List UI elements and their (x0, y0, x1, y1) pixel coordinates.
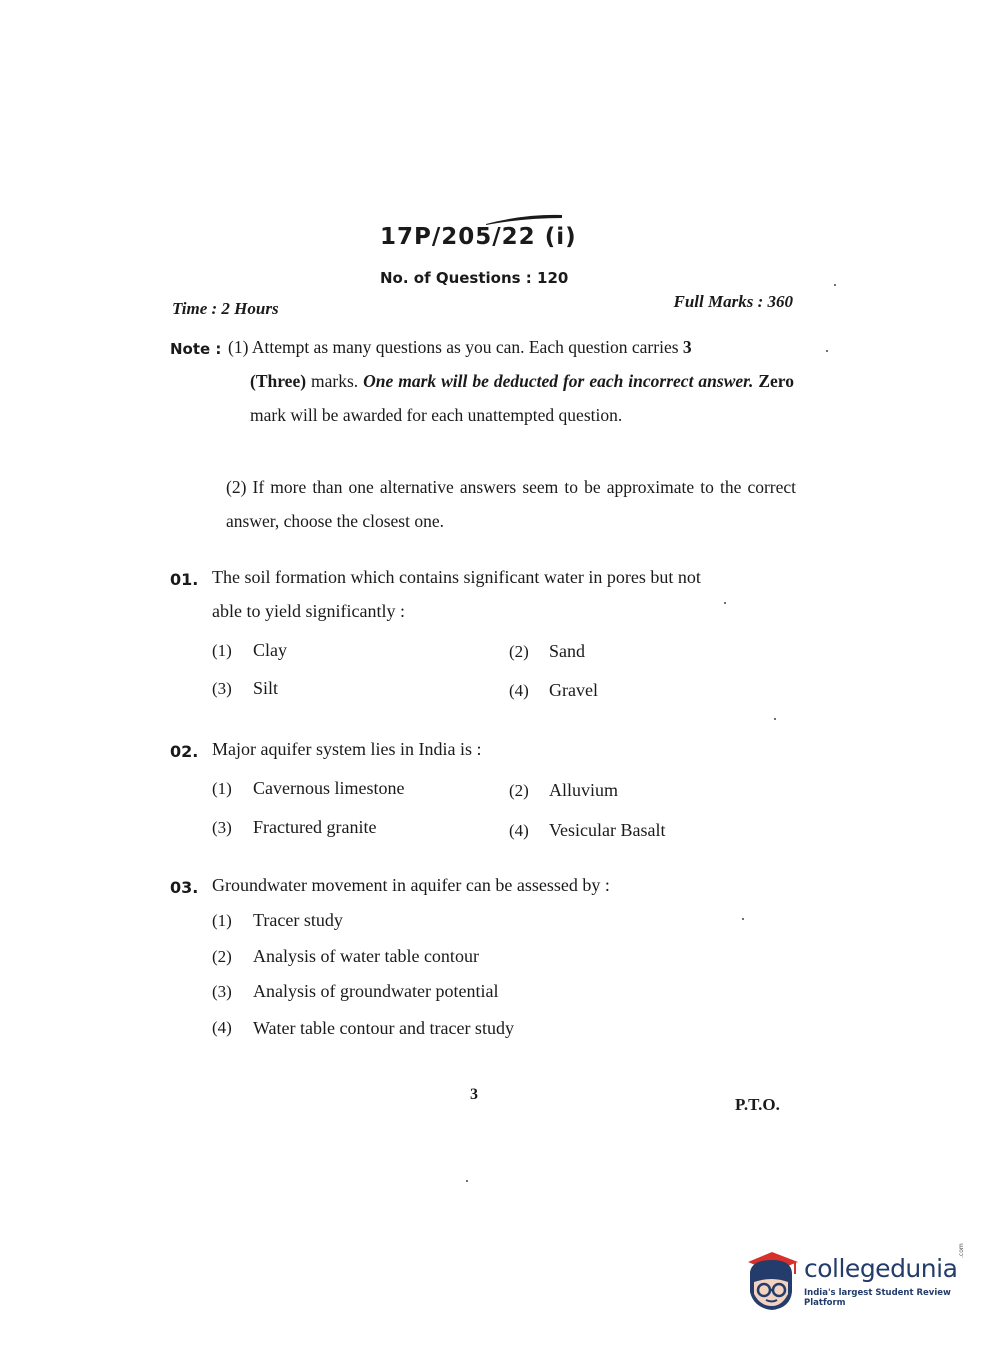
scan-speck (774, 718, 776, 720)
question-3-option-1-num: (1) (212, 911, 232, 930)
collegedunia-watermark (742, 1243, 972, 1318)
note-item-2-text: If more than one alternative answers seem to be approximate to the correct answer, choose the closest one. (226, 477, 797, 531)
question-1-text-line2: able to yield significantly : (212, 601, 405, 621)
question-3-text: Groundwater movement in aquifer can be assessed by : (212, 875, 610, 895)
number-of-questions: No. of Questions : 120 (380, 269, 569, 287)
scan-speck (466, 1180, 468, 1182)
question-2-option-2: Alluvium (549, 780, 619, 800)
scan-speck (724, 602, 726, 604)
question-3-option-2: Analysis of water table contour (253, 946, 479, 966)
note-item-2 (226, 470, 796, 538)
question-2-option-4: Vesicular Basalt (549, 820, 666, 840)
note-item-2-num: (2) (226, 477, 247, 497)
note-item-1-deduction: One mark will be deducted for each incorrect answer. (363, 371, 754, 391)
question-1-option-2-num: (2) (509, 642, 529, 661)
question-2-text: Major aquifer system lies in India is : (212, 739, 482, 759)
question-3-number: 03. (170, 878, 199, 897)
question-2-option-3: Fractured granite (253, 817, 377, 837)
question-2-option-1: Cavernous limestone (253, 778, 405, 798)
question-3-option-3-num: (3) (212, 982, 232, 1001)
question-2-option-2-num: (2) (509, 781, 529, 800)
full-marks: Full Marks : 360 (673, 292, 793, 311)
question-2-option-4-num: (4) (509, 821, 529, 840)
question-3-option-1: Tracer study (253, 910, 343, 930)
question-1-option-4-num: (4) (509, 681, 529, 700)
question-2-option-1-num: (1) (212, 779, 232, 798)
question-3-option-3: Analysis of groundwater potential (253, 981, 499, 1001)
question-1-option-3: Silt (253, 678, 279, 698)
exam-time: Time : 2 Hours (172, 299, 279, 318)
question-1-option-1: Clay (253, 640, 287, 660)
question-1-option-2: Sand (549, 641, 585, 661)
question-1-option-1-num: (1) (212, 641, 232, 660)
note-item-1-part2: marks. (311, 371, 359, 391)
note-item-1-zero: Zero (758, 371, 794, 391)
note-item-1-num: (1) (228, 337, 249, 357)
page-number: 3 (470, 1086, 478, 1103)
please-turn-over: P.T.O. (735, 1095, 780, 1114)
paper-code: 17P/205/22 (i) (380, 224, 577, 250)
question-2-option-3-num: (3) (212, 818, 232, 837)
note-item-1-part1: Attempt as many questions as you can. Each question carries (251, 337, 679, 357)
note-item-1-marks-num: 3 (682, 337, 692, 357)
question-1-number: 01. (170, 570, 199, 589)
note-label: Note : (170, 340, 222, 358)
question-2-number: 02. (170, 742, 199, 761)
question-1-option-3-num: (3) (212, 679, 232, 698)
question-3-option-4: Water table contour and tracer study (253, 1018, 514, 1038)
note-item-1-part3: mark will be awarded for each unattempted question. (250, 405, 623, 425)
question-1-text-line1: The soil formation which contains significant water in pores but not (212, 567, 701, 587)
scan-speck (742, 918, 744, 920)
collegedunia-mascot-icon (742, 1248, 800, 1312)
scan-speck (834, 284, 836, 286)
collegedunia-com: .com (958, 1243, 965, 1258)
note-item-1 (228, 330, 794, 432)
question-3-option-2-num: (2) (212, 947, 232, 966)
scan-speck (826, 350, 828, 352)
collegedunia-brand-name: collegedunia (804, 1254, 958, 1283)
collegedunia-tagline: India's largest Student Review Platform (804, 1288, 951, 1308)
question-1-option-4: Gravel (549, 680, 598, 700)
question-3-option-4-num: (4) (212, 1018, 232, 1037)
note-item-1-marks-word: (Three) (250, 371, 307, 391)
